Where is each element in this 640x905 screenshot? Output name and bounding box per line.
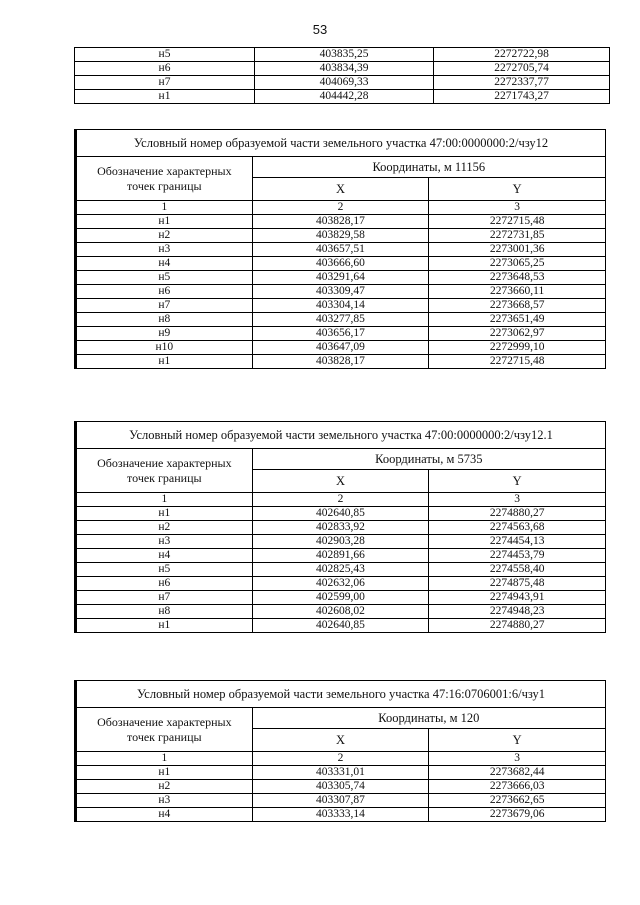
table-title: Условный номер образуемой части земельного участка 47:00:0000000:2/чзу12.1: [76, 422, 606, 449]
table-row: [76, 285, 606, 299]
x-coordinate-cell: 403304,14: [252, 299, 429, 313]
column-index-cell: 3: [429, 493, 606, 507]
column-index-cell: 3: [429, 752, 606, 766]
point-label-cell: н1: [76, 215, 253, 229]
table-row: [76, 257, 606, 271]
x-coordinate-cell: 402640,85: [252, 507, 429, 521]
x-coordinate-cell: 403277,85: [252, 313, 429, 327]
table-row: [76, 535, 606, 549]
y-coordinate-cell: 2272337,77: [434, 76, 610, 90]
table-row: [76, 549, 606, 563]
x-coordinate-cell: 404442,28: [255, 90, 434, 104]
x-coordinate-cell: 403834,39: [255, 62, 434, 76]
x-coordinate-cell: 403333,14: [252, 808, 429, 822]
y-coordinate-cell: 2272999,10: [429, 341, 606, 355]
x-coordinate-cell: 402825,43: [252, 563, 429, 577]
table-row: [76, 229, 606, 243]
x-coordinate-cell: 403291,64: [252, 271, 429, 285]
table-row: [76, 327, 606, 341]
table-row: [76, 313, 606, 327]
column-index-cell: 2: [252, 493, 429, 507]
y-coordinate-cell: 2272722,98: [434, 48, 610, 62]
coordinates-header: Координаты, м 5735: [252, 449, 605, 470]
y-coordinate-cell: 2273662,65: [429, 794, 606, 808]
column-index-cell: 1: [76, 752, 253, 766]
table-row: [76, 341, 606, 355]
x-coordinate-cell: 402891,66: [252, 549, 429, 563]
y-coordinate-cell: 2273682,44: [429, 766, 606, 780]
y-coordinate-cell: 2274453,79: [429, 549, 606, 563]
y-coordinate-cell: 2273660,11: [429, 285, 606, 299]
y-coordinate-cell: 2272715,48: [429, 215, 606, 229]
y-coordinate-cell: 2274880,27: [429, 619, 606, 633]
y-coordinate-cell: 2274454,13: [429, 535, 606, 549]
point-label-cell: н7: [76, 299, 253, 313]
x-coordinate-cell: 403331,01: [252, 766, 429, 780]
point-label-header: Обозначение характерных точек границы: [76, 449, 253, 493]
point-label-cell: н1: [76, 507, 253, 521]
coordinates-header: Координаты, м 120: [252, 708, 605, 729]
y-header: Y: [429, 470, 606, 493]
x-coordinate-cell: 403305,74: [252, 780, 429, 794]
coordinates-table-chzu12: [74, 129, 606, 369]
y-coordinate-cell: 2271743,27: [434, 90, 610, 104]
y-coordinate-cell: 2274948,23: [429, 605, 606, 619]
x-header: X: [252, 470, 429, 493]
point-label-cell: н5: [76, 271, 253, 285]
point-label-cell: н7: [76, 591, 253, 605]
y-header: Y: [429, 178, 606, 201]
y-coordinate-cell: 2274875,48: [429, 577, 606, 591]
x-coordinate-cell: 403666,60: [252, 257, 429, 271]
x-coordinate-cell: 403656,17: [252, 327, 429, 341]
page-number: 53: [312, 22, 328, 37]
x-coordinate-cell: 403647,09: [252, 341, 429, 355]
y-coordinate-cell: 2273648,53: [429, 271, 606, 285]
column-index-cell: 2: [252, 201, 429, 215]
table-row: [76, 299, 606, 313]
column-index-cell: 2: [252, 752, 429, 766]
table-row: [75, 90, 610, 104]
y-coordinate-cell: 2274563,68: [429, 521, 606, 535]
y-coordinate-cell: 2273062,97: [429, 327, 606, 341]
point-label-cell: н6: [75, 62, 255, 76]
point-label-cell: н5: [75, 48, 255, 62]
y-coordinate-cell: 2272705,74: [434, 62, 610, 76]
table-row: [76, 619, 606, 633]
table-row: [76, 794, 606, 808]
table-row: [75, 62, 610, 76]
point-label-cell: н1: [76, 355, 253, 369]
point-label-cell: н10: [76, 341, 253, 355]
x-coordinate-cell: 402599,00: [252, 591, 429, 605]
point-label-cell: н3: [76, 243, 253, 257]
point-label-cell: н7: [75, 76, 255, 90]
point-label-cell: н4: [76, 257, 253, 271]
y-coordinate-cell: 2274943,91: [429, 591, 606, 605]
x-header: X: [252, 178, 429, 201]
coordinates-table-chzu12-1: [74, 421, 606, 633]
y-coordinate-cell: 2273668,57: [429, 299, 606, 313]
y-header: Y: [429, 729, 606, 752]
point-label-cell: н2: [76, 229, 253, 243]
point-label-cell: н2: [76, 521, 253, 535]
point-label-cell: н6: [76, 577, 253, 591]
table-row: [76, 271, 606, 285]
table-row: [76, 605, 606, 619]
x-coordinate-cell: 402833,92: [252, 521, 429, 535]
x-coordinate-cell: 403828,17: [252, 355, 429, 369]
table-row: [76, 243, 606, 257]
point-label-header: Обозначение характерных точек границы: [76, 708, 253, 752]
table-row: [76, 577, 606, 591]
y-coordinate-cell: 2274880,27: [429, 507, 606, 521]
x-coordinate-cell: 402632,06: [252, 577, 429, 591]
table-row: [76, 215, 606, 229]
point-label-cell: н8: [76, 313, 253, 327]
table-row: [76, 808, 606, 822]
point-label-cell: н8: [76, 605, 253, 619]
x-coordinate-cell: 402903,28: [252, 535, 429, 549]
point-label-cell: н1: [75, 90, 255, 104]
y-coordinate-cell: 2273679,06: [429, 808, 606, 822]
column-index-cell: 3: [429, 201, 606, 215]
y-coordinate-cell: 2273001,36: [429, 243, 606, 257]
table-title: Условный номер образуемой части земельного участка 47:00:0000000:2/чзу12: [76, 130, 606, 157]
point-label-cell: н3: [76, 794, 253, 808]
point-label-cell: н4: [76, 549, 253, 563]
column-index-row: [76, 752, 606, 766]
column-index-row: [76, 493, 606, 507]
y-coordinate-cell: 2273651,49: [429, 313, 606, 327]
table-row: [75, 76, 610, 90]
table-row: [76, 507, 606, 521]
x-coordinate-cell: 403657,51: [252, 243, 429, 257]
coordinates-table-chzu1: [74, 680, 606, 822]
table-row: [76, 591, 606, 605]
x-coordinate-cell: 403829,58: [252, 229, 429, 243]
table-title: Условный номер образуемой части земельного участка 47:16:0706001:6/чзу1: [76, 681, 606, 708]
x-coordinate-cell: 403828,17: [252, 215, 429, 229]
x-coordinate-cell: 403309,47: [252, 285, 429, 299]
y-coordinate-cell: 2272715,48: [429, 355, 606, 369]
column-index-cell: 1: [76, 201, 253, 215]
y-coordinate-cell: 2272731,85: [429, 229, 606, 243]
y-coordinate-cell: 2273065,25: [429, 257, 606, 271]
x-coordinate-cell: 402640,85: [252, 619, 429, 633]
coordinates-header: Координаты, м 11156: [252, 157, 605, 178]
x-coordinate-cell: 403835,25: [255, 48, 434, 62]
point-label-cell: н6: [76, 285, 253, 299]
y-coordinate-cell: 2273666,03: [429, 780, 606, 794]
point-label-header: Обозначение характерных точек границы: [76, 157, 253, 201]
column-index-cell: 1: [76, 493, 253, 507]
x-header: X: [252, 729, 429, 752]
table-row: [75, 48, 610, 62]
point-label-cell: н1: [76, 619, 253, 633]
column-index-row: [76, 201, 606, 215]
point-label-cell: н4: [76, 808, 253, 822]
table-row: [76, 355, 606, 369]
point-label-cell: н1: [76, 766, 253, 780]
x-coordinate-cell: 402608,02: [252, 605, 429, 619]
point-label-cell: н3: [76, 535, 253, 549]
x-coordinate-cell: 403307,87: [252, 794, 429, 808]
table-row: [76, 521, 606, 535]
table-row: [76, 766, 606, 780]
point-label-cell: н2: [76, 780, 253, 794]
table-row: [76, 563, 606, 577]
point-label-cell: н9: [76, 327, 253, 341]
x-coordinate-cell: 404069,33: [255, 76, 434, 90]
point-label-cell: н5: [76, 563, 253, 577]
table-row: [76, 780, 606, 794]
y-coordinate-cell: 2274558,40: [429, 563, 606, 577]
coordinates-table-continued: [74, 47, 610, 104]
